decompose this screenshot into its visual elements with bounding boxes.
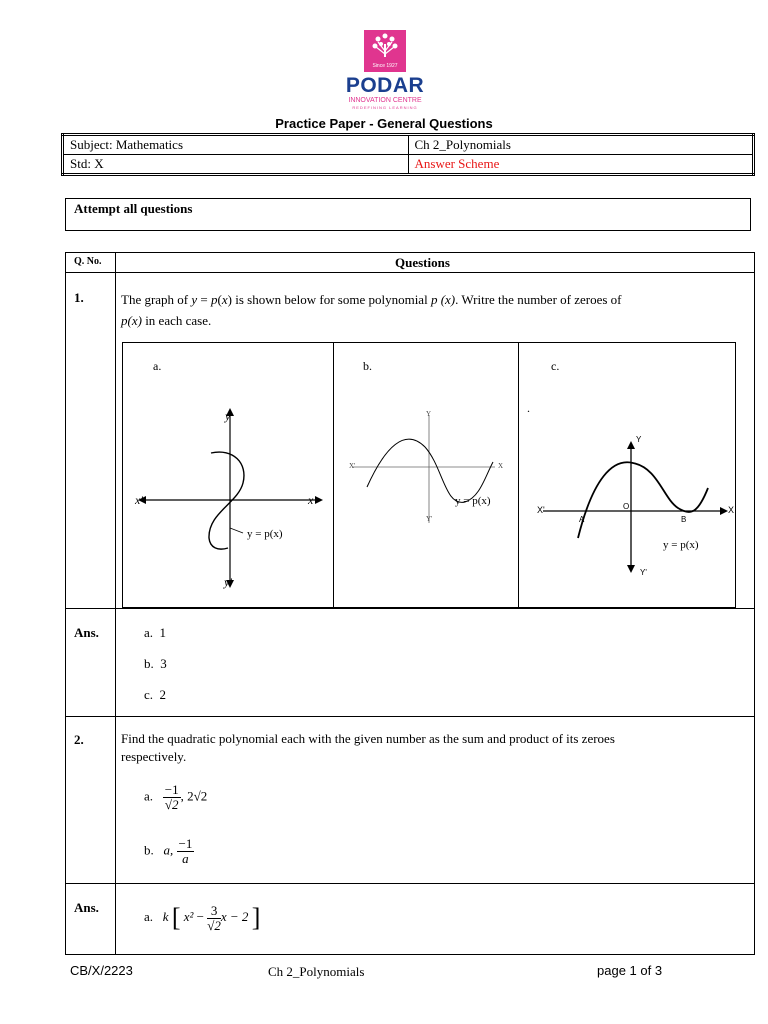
- graph-c-point-a: A: [579, 515, 585, 524]
- answer-letter: a.: [144, 625, 154, 640]
- questions-table: [65, 252, 755, 955]
- logo-tagline: REDEFINING LEARNING: [352, 105, 418, 110]
- eq-y: y: [191, 292, 198, 307]
- denominator: a: [182, 851, 189, 866]
- graph-divider: [518, 343, 519, 607]
- graphs-frame: [122, 342, 736, 608]
- graph-b-x-label: X: [498, 462, 504, 470]
- fraction: [163, 783, 181, 812]
- ans2-minus: −: [196, 908, 204, 924]
- row-divider: [66, 608, 754, 609]
- q1-px: p (x): [430, 292, 456, 307]
- graph-a-curve-label: y = p(x): [247, 528, 283, 540]
- numerator: −1: [164, 782, 179, 797]
- fraction: [177, 837, 195, 866]
- answer-value: 1: [159, 625, 167, 640]
- row-divider: [66, 883, 754, 884]
- footer-page: page 1 of 3: [597, 963, 663, 978]
- graph-a: [133, 403, 333, 603]
- answer-1-item: [144, 625, 166, 641]
- graph-b-label: b.: [363, 359, 372, 373]
- answer-label: Ans.: [74, 900, 99, 915]
- part-label: a.: [144, 788, 154, 804]
- graph-b: [345, 407, 505, 532]
- graph-divider: [333, 343, 334, 607]
- ans2-x2: x²: [183, 908, 194, 924]
- ans2-k: k: [162, 908, 169, 924]
- answer-1-item: [144, 656, 167, 672]
- answer-letter: c.: [144, 687, 154, 702]
- graph-b-xprime-label: X': [349, 462, 356, 470]
- question-number: 2.: [74, 732, 84, 747]
- graph-a-yprime-label: y': [224, 575, 232, 589]
- graph-c-y-label: Y: [636, 435, 642, 444]
- info-table: [61, 133, 755, 176]
- school-logo: [335, 30, 435, 111]
- fraction: [207, 904, 221, 933]
- answer-1-item: [144, 687, 166, 703]
- part-label: b.: [144, 842, 154, 858]
- answer-scheme-cell: Answer Scheme: [408, 155, 754, 175]
- q1-line2-rest: in each case.: [141, 313, 212, 328]
- q2-part-b: [144, 837, 194, 866]
- graph-c-x-label: X: [728, 505, 735, 515]
- graph-c-yprime-label: Y': [640, 568, 647, 577]
- q2-part-a: [144, 783, 207, 812]
- instruction-box: Attempt all questions: [65, 198, 751, 231]
- graph-c-dot: .: [527, 401, 530, 415]
- q1-text-b: is shown below for some polynomial: [235, 292, 428, 307]
- questions-header: Questions: [395, 255, 450, 270]
- graph-a-label: a.: [153, 359, 162, 373]
- denominator: √2: [164, 797, 179, 812]
- graph-c-origin-label: O: [623, 502, 630, 511]
- tree-logo-icon: [364, 30, 406, 72]
- logo-name: PODAR: [345, 74, 425, 97]
- question-2-text: [121, 730, 751, 766]
- graph-a-y-label: y: [225, 409, 231, 423]
- graph-c-curve-label: y = p(x): [663, 539, 699, 551]
- question-number: 1.: [74, 290, 84, 305]
- graph-a-xprime-label: x': [135, 493, 143, 507]
- column-divider: [115, 253, 116, 954]
- numerator: −1: [178, 836, 193, 851]
- graph-c-xprime-label: X': [537, 505, 545, 515]
- graph-a-x-label: x: [308, 493, 314, 507]
- q1-text-a: The graph of: [121, 292, 189, 307]
- graph-c-label: c.: [551, 359, 560, 373]
- eq-p: p: [211, 292, 218, 307]
- ans2-rest: x − 2: [220, 908, 249, 924]
- answer-letter: b.: [144, 656, 154, 671]
- logo-since: Since 1927: [372, 63, 398, 69]
- eq-equals: =: [200, 292, 208, 307]
- graph-c-point-b: B: [681, 515, 687, 524]
- graph-b-yprime-label: Y': [426, 515, 433, 523]
- graph-b-y-label: Y: [426, 410, 432, 418]
- footer-code: CB/X/2223: [70, 963, 133, 978]
- q2-text-line1: Find the quadratic polynomial each with the given number as the sum and product of its zeroes: [121, 731, 615, 746]
- footer-chapter: Ch 2_Polynomials: [268, 964, 365, 979]
- answer-label: Ans.: [74, 625, 99, 640]
- q2-a-rest: , 2√2: [180, 788, 208, 804]
- answer-value: 3: [160, 656, 167, 671]
- answer-2-a: a. k [ x² − $\frac{3}{√2}$ x − 2 ]: [144, 902, 261, 933]
- q1-line2-px: p(x): [121, 313, 142, 328]
- qno-header: Q. No.: [74, 256, 102, 267]
- header-divider: [66, 272, 754, 273]
- q2-b-a: a,: [163, 842, 174, 858]
- row-divider: [66, 716, 754, 717]
- question-1-text: The graph of y = p(x) is shown below for some polynomial p (x). Writre the number of zeroes of p(x) in each case.: [121, 292, 622, 328]
- answer-value: 2: [159, 687, 167, 702]
- denominator: √2: [207, 917, 221, 933]
- std-cell: Std: X: [63, 155, 409, 175]
- q2-text-line2: respectively.: [121, 749, 187, 764]
- numerator: 3: [207, 904, 221, 919]
- page-title: Practice Paper - General Questions: [275, 116, 493, 131]
- subject-cell: Subject: Mathematics: [63, 135, 409, 155]
- part-label: a.: [144, 908, 154, 924]
- logo-subtitle: INNOVATION CENTRE: [348, 97, 422, 104]
- graph-b-curve-label: y = p(x): [455, 495, 491, 507]
- q1-text-c: . Writre the number of zeroes of: [455, 292, 622, 307]
- chapter-cell: Ch 2_Polynomials: [408, 135, 754, 155]
- eq-x: x: [221, 292, 228, 307]
